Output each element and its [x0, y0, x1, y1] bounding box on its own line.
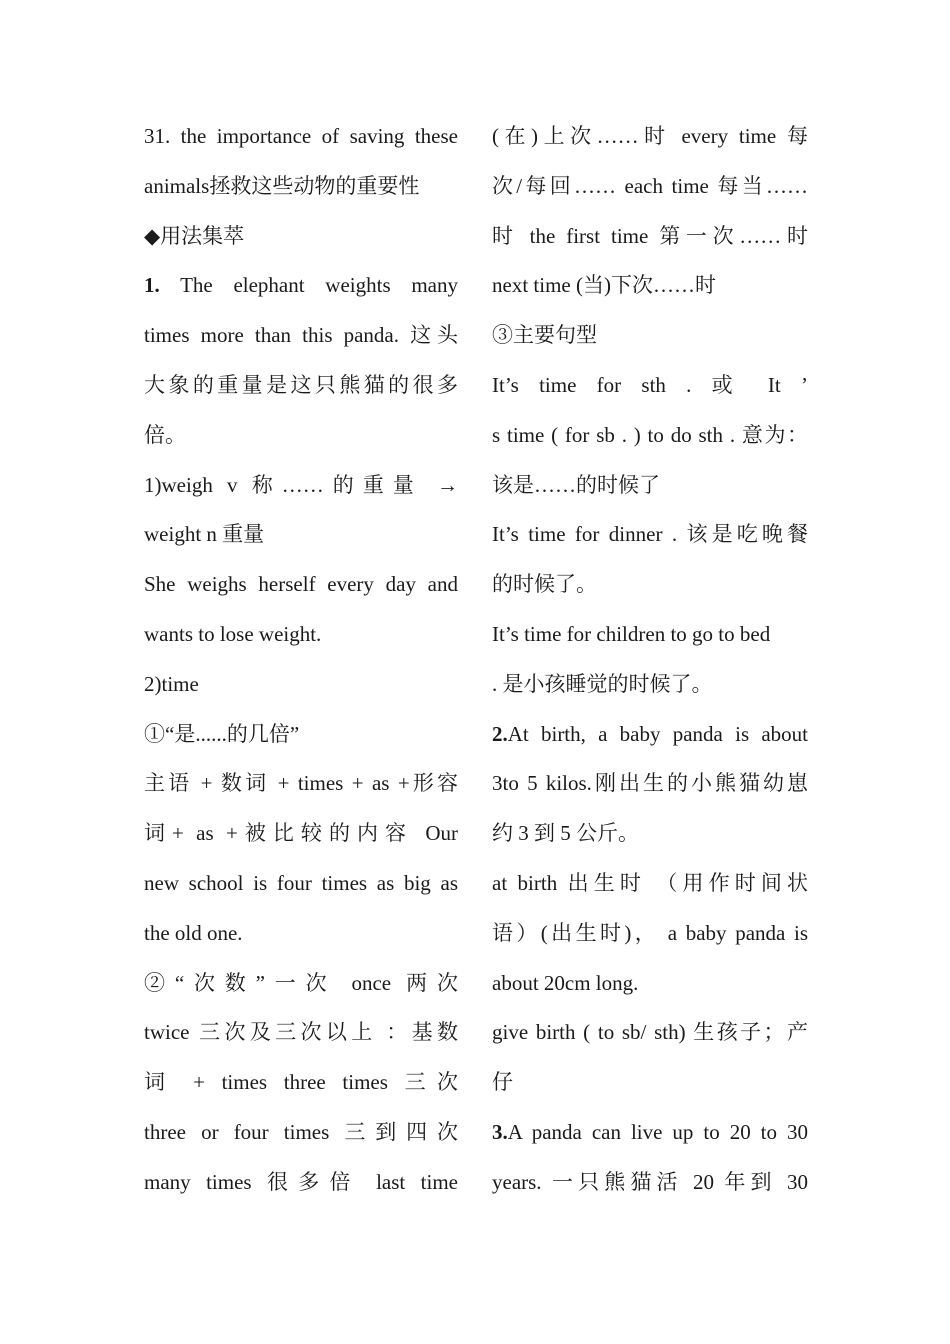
left-column-line [144, 859, 458, 909]
left-column-line [144, 261, 458, 311]
right-column-line [492, 809, 808, 859]
line-text: 31. the importance of saving these [144, 124, 458, 148]
left-column-line [144, 112, 458, 162]
line-text: new school is four times as big as [144, 870, 458, 895]
right-column-line [492, 261, 808, 311]
line-text: She weighs herself every day and [144, 572, 458, 597]
right-column-line [492, 759, 808, 809]
line-text: s time ( for sb . ) to do sth . 意为： [492, 422, 808, 447]
line-text: 3to 5 kilos.刚出生的小熊猫幼崽 [492, 771, 808, 796]
left-column-line [144, 1058, 458, 1108]
left-column-line [144, 311, 458, 361]
line-text: three or four times 三到四次 [144, 1119, 458, 1144]
right-column-line [492, 311, 808, 361]
line-text: 次/每回…… each time 每当…… [492, 173, 808, 198]
left-column-line [144, 660, 458, 710]
right-column-line [492, 212, 808, 262]
line-text: 倍。 [144, 422, 186, 447]
line-text: years. 一只熊猫活 20 年到 30 [492, 1169, 808, 1194]
right-column-line [492, 361, 808, 411]
line-text: 主语 + 数词 + times + as +形容 [144, 771, 458, 796]
right-column-line [492, 1108, 808, 1158]
line-text: ③主要句型 [492, 323, 597, 348]
item-number: 1. [144, 273, 160, 298]
right-column-line [492, 909, 808, 959]
left-column-line [144, 461, 458, 511]
line-text: ②“次数”一次 once 两次 [144, 970, 458, 995]
line-text: 2)time [144, 671, 199, 696]
line-text: It’s time for sth . 或 It ’ [492, 372, 808, 397]
line-text: 1)weigh v 称……的重量 → [144, 472, 458, 497]
line-text: 仔 [492, 1070, 513, 1095]
line-text: animals拯救这些动物的重要性 [144, 173, 420, 198]
right-column-line [492, 510, 808, 560]
right-column-line [492, 859, 808, 909]
right-column-line [492, 461, 808, 511]
line-text: weight n 重量 [144, 522, 265, 547]
left-column [144, 112, 458, 1208]
right-column-line [492, 660, 808, 710]
left-column-line [144, 909, 458, 959]
right-column-line [492, 959, 808, 1009]
line-text: 词 + times three times 三次 [144, 1070, 458, 1095]
right-column-line [492, 560, 808, 610]
line-text: It’s time for children to go to bed [492, 621, 771, 646]
left-column-line [144, 411, 458, 461]
right-column [492, 112, 808, 1208]
left-column-line [144, 1158, 458, 1208]
line-text: 大象的重量是这只熊猫的很多 [144, 372, 458, 397]
line-text: ①“是......的几倍” [144, 721, 300, 746]
line-text: times more than this panda. 这头 [144, 323, 458, 348]
line-text: . 是小孩睡觉的时候了。 [492, 671, 713, 696]
left-column-line [144, 809, 458, 859]
line-text: give birth ( to sb/ sth) 生孩子；产 [492, 1020, 808, 1045]
right-column-line [492, 1158, 808, 1208]
right-column-line [492, 1058, 808, 1108]
line-text: twice 三次及三次以上 ：基数 [144, 1020, 458, 1045]
line-text: 语）(出生时)， a baby panda is [492, 920, 808, 945]
line-text: The elephant weights many [159, 273, 458, 298]
line-text: 的时候了。 [492, 572, 597, 597]
left-column-line [144, 959, 458, 1009]
left-column-line [144, 1108, 458, 1158]
left-column-line [144, 510, 458, 560]
right-column-line [492, 610, 808, 660]
line-text: 词+ as +被比较的内容 Our [144, 821, 458, 846]
left-column-line [144, 710, 458, 760]
line-text: At birth, a baby panda is about [507, 721, 808, 746]
right-column-line [492, 411, 808, 461]
line-text: wants to lose weight. [144, 621, 322, 646]
line-text: ◆用法集萃 [144, 223, 245, 248]
left-column-line [144, 560, 458, 610]
item-number: 3. [492, 1119, 508, 1144]
left-column-line [144, 361, 458, 411]
line-text: many times 很多倍 last time [144, 1169, 458, 1194]
left-column-line [144, 610, 458, 660]
line-text: 时 the first time 第一次……时 [492, 223, 808, 248]
line-text: 约 3 到 5 公斤。 [492, 821, 639, 846]
right-column-line [492, 112, 808, 162]
line-text: 该是……的时候了 [492, 472, 660, 497]
right-column-line [492, 710, 808, 760]
right-column-line [492, 162, 808, 212]
line-text: next time (当)下次……时 [492, 273, 716, 298]
left-column-line [144, 1008, 458, 1058]
line-text: It’s time for dinner . 该是吃晚餐 [492, 522, 808, 547]
left-column-line [144, 162, 458, 212]
line-text: at birth 出生时 （用作时间状 [492, 870, 808, 895]
left-column-line [144, 212, 458, 262]
line-text: (在)上次……时 every time 每 [492, 124, 808, 148]
right-column-line [492, 1008, 808, 1058]
left-column-line [144, 759, 458, 809]
item-number: 2. [492, 721, 508, 746]
line-text: about 20cm long. [492, 970, 639, 995]
line-text: the old one. [144, 920, 243, 945]
line-text: A panda can live up to 20 to 30 [507, 1119, 808, 1144]
